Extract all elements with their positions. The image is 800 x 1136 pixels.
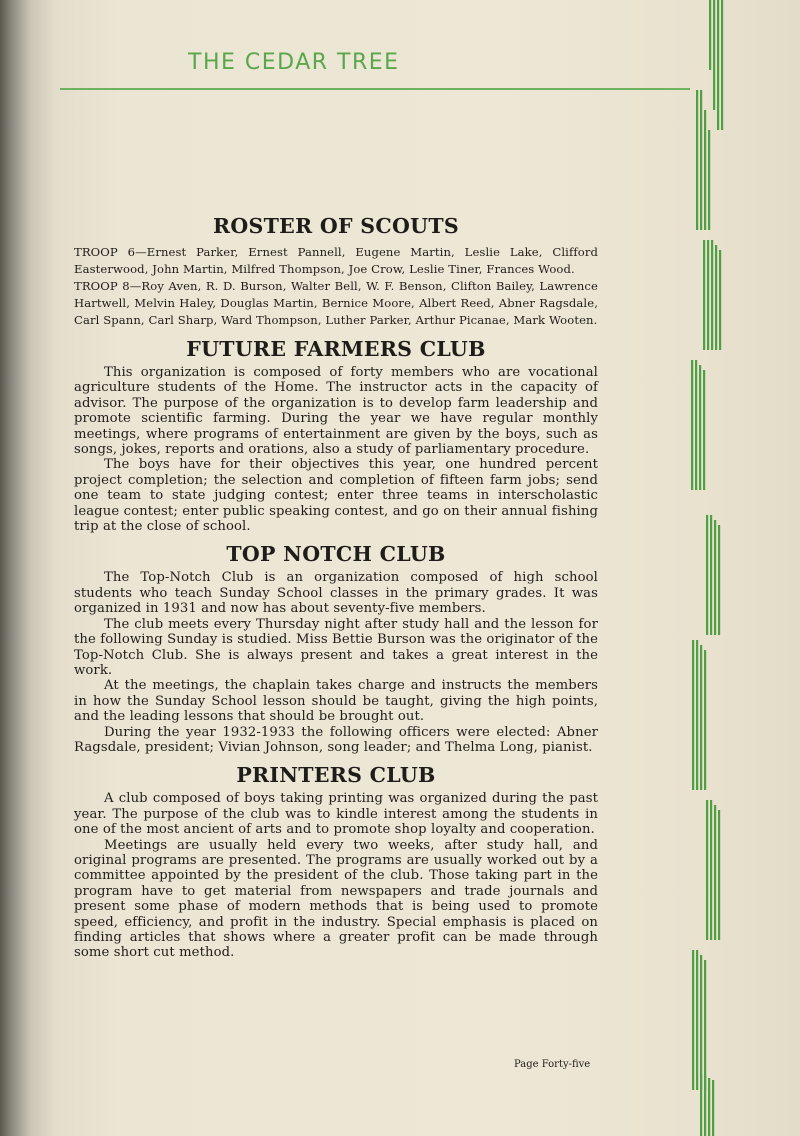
paragraph: The Top-Notch Club is an organization composed of high school students who teach Sunday School classes in the primary grades. It was organized in 1931 and now has about seventy-five members. [74,570,598,617]
top-notch-section [74,570,598,755]
paragraph: The club meets every Thursday night after study hall and the lesson for the following Sunday is studied. Miss Bettie Burson was the originator of the Top-Notch Club. She is always present and takes a great interest in the work. [74,616,598,678]
paragraph: At the meetings, the chaplain takes charge and instructs the members in how the Sunday School lesson should be taught, giving the high points, and the leading lessons that should be brought out. [74,678,598,725]
page-number: Page Forty-five [514,1059,591,1070]
paragraph: During the year 1932-1933 the following officers were elected: Abner Ragsdale, president; Vivian Johnson, song leader; and Thelma Long, pianist. [74,724,598,755]
printers-club-heading: PRINTERS CLUB [236,763,436,788]
decorative-border [690,0,730,1136]
top-notch-heading: TOP NOTCH CLUB [226,542,446,567]
page-content [74,214,598,961]
roster-heading: ROSTER OF SCOUTS [212,214,459,238]
future-farmers-heading: FUTURE FARMERS CLUB [186,337,486,361]
printers-club-section [74,791,598,960]
paragraph: A club composed of boys taking printing was organized during the past year. The purpose of the club was to kindle interest among the students in one of the most ancient of arts and to promote shop loyalty and cooperation. [74,791,598,838]
troop-8-roster: TROOP 8—Roy Aven, R. D. Burson, Walter Bell, W. F. Benson, Clifton Bailey, Lawrence Hartwell, Melvin Haley, Douglas Martin, Bernice Moore, Albert Reed, Abner Ragsdale, Carl Spann, Carl Sharp, Ward Thompson, Luther Parker, Arthur Picanae, Mark Wooten. [74,279,598,327]
roster-section [74,244,598,329]
page-header-title: THE CEDAR TREE [188,50,400,75]
paragraph: Meetings are usually held every two weeks, after study hall, and original programs are presented. The programs are usually worked out by a committee appointed by the president of the club. Those taking part in the program have to get material from newspapers and trade journals and present some phase of modern methods that is being used to promote speed, efficiency, and profit in the industry. Special emphasis is placed on finding articles that shows where a greater profit can be made through some short cut method. [74,837,598,961]
paragraph: This organization is composed of forty members who are vocational agriculture students of the Home. The instructor acts in the capacity of advisor. The purpose of the organization is to develop farm leadership and promote scientific farming. During the year we have regular monthly meetings, where programs of entertainment are given by the boys, such as songs, jokes, reports and orations, also a study of parliamentary procedure. [74,365,598,458]
paragraph: The boys have for their objectives this year, one hundred percent project completion; the selection and completion of fifteen farm jobs; send one team to state judging contest; enter three teams in interscholastic league contest; enter public speaking contest, and go on their annual fishing trip at the close of school. [74,457,598,535]
header-rule [60,88,690,90]
troop-6-roster: TROOP 6—Ernest Parker, Ernest Pannell, Eugene Martin, Leslie Lake, Clifford Easterwood, John Martin, Milfred Thompson, Joe Crow, Leslie Tiner, Frances Wood. [74,245,598,276]
future-farmers-section [74,365,598,534]
